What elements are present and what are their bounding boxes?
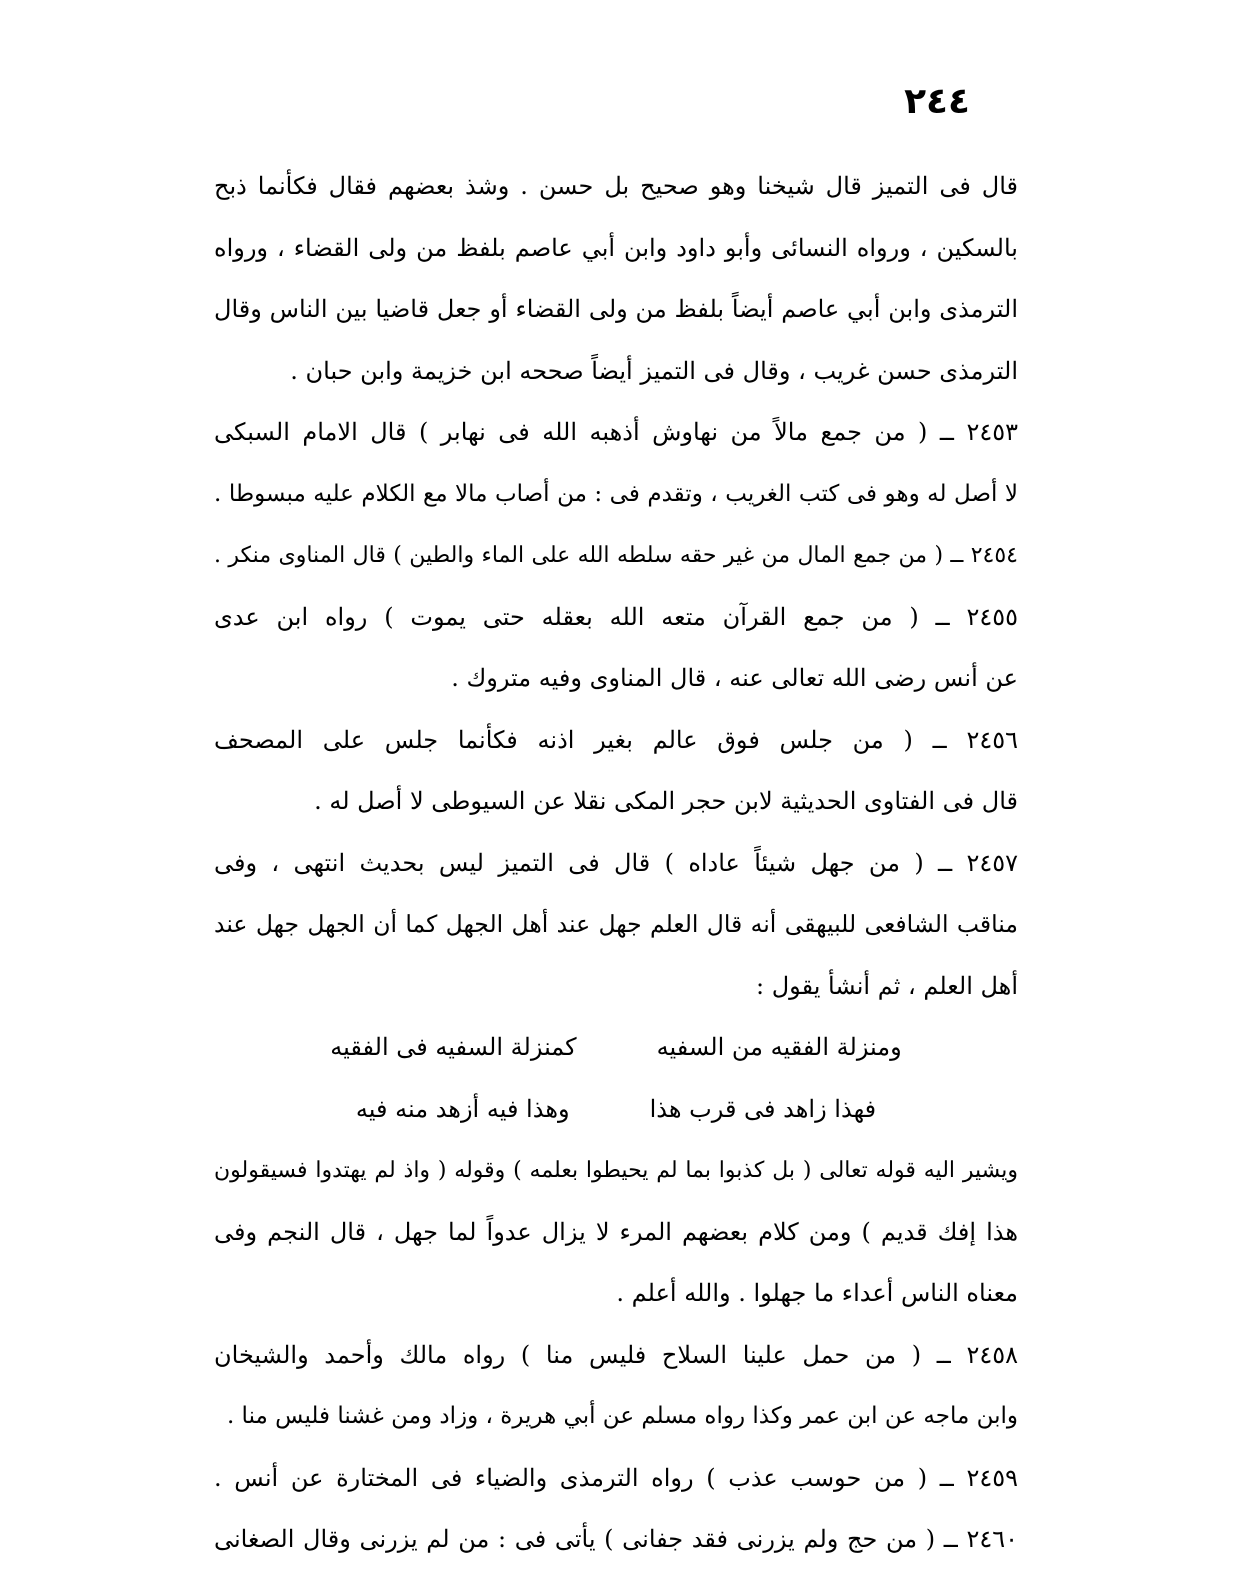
entry-2460-line: ٢٤٦٠ ــ ( من حج ولم يزرنى فقد جفانى ) يأتى فى : من لم يزرنى وقال الصغانى xyxy=(214,1525,1018,1553)
entry-2456-line: ٢٤٥٦ ــ ( من جلس فوق عالم بغير اذنه فكأنما جلس على المصحف xyxy=(214,725,1018,754)
text-line: قال فى الفتاوى الحديثية لابن حجر المكى نقلا عن السيوطى لا أصل له . xyxy=(314,787,1018,815)
poem-verse xyxy=(214,1079,1018,1141)
verse-second-hemistich: وهذا فيه أزهد منه فيه xyxy=(355,1094,570,1123)
entry-2455-line: ٢٤٥٥ ــ ( من جمع القرآن متعه الله بعقله حتى يموت ) رواه ابن عدى xyxy=(214,602,1018,631)
entry-2457-line: ٢٤٥٧ ــ ( من جهل شيئاً عاداه ) قال فى التميز ليس بحديث انتهى ، وفى xyxy=(214,848,1018,877)
text-line: ويشير اليه قوله تعالى ( بل كذبوا بما لم يحيطوا بعلمه ) وقوله ( واذ لم يهتدوا فسيقولون xyxy=(214,1158,1018,1183)
text-line: معناه الناس أعداء ما جهلوا . والله أعلم . xyxy=(616,1279,1018,1307)
text-line: وابن ماجه عن ابن عمر وكذا رواه مسلم عن أبي هريرة ، وزاد ومن غشنا فليس منا . xyxy=(226,1403,1018,1429)
text-line: لا أصل له وهو فى كتب الغريب ، وتقدم فى : من أصاب مالا مع الكلام عليه مبسوطا . xyxy=(214,480,1018,507)
verse-first-hemistich: فهذا زاهد فى قرب هذا xyxy=(649,1094,877,1123)
entry-2454-line: ٢٤٥٤ ــ ( من جمع المال من غير حقه سلطه الله على الماء والطين ) قال المناوى منكر . xyxy=(214,543,1018,568)
text-line: الترمذى وابن أبي عاصم أيضاً بلفظ من ولى القضاء أو جعل قاضيا بين الناس وقال xyxy=(214,295,1018,323)
verse-first-hemistich: ومنزلة الفقيه من السفيه xyxy=(656,1033,902,1061)
text-line: الترمذى حسن غريب ، وقال فى التميز أيضاً صححه ابن خزيمة وابن حبان . xyxy=(290,356,1018,385)
page-number: ٢٤٤ xyxy=(904,81,970,122)
poem-verse xyxy=(214,1017,1018,1079)
text-line: هذا إفك قديم ) ومن كلام بعضهم المرء لا يزال عدواً لما جهل ، قال النجم وفى xyxy=(214,1217,1018,1246)
verse-second-hemistich: كمنزلة السفيه فى الفقيه xyxy=(330,1033,577,1061)
entry-2458-line: ٢٤٥٨ ــ ( من حمل علينا السلاح فليس منا ) رواه مالك وأحمد والشيخان xyxy=(214,1340,1018,1369)
text-line: مناقب الشافعى للبيهقى أنه قال العلم جهل عند أهل الجهل كما أن الجهل جهل عند xyxy=(214,910,1018,938)
text-line: أهل العلم ، ثم أنشأ يقول : xyxy=(756,971,1018,1000)
body-text xyxy=(214,156,1018,1571)
text-line: قال فى التميز قال شيخنا وهو صحيح بل حسن . وشذ بعضهم فقال فكأنما ذبح xyxy=(214,172,1018,200)
text-line: عن أنس رضى الله تعالى عنه ، قال المناوى وفيه متروك . xyxy=(451,664,1018,692)
entry-2453-line: ٢٤٥٣ ــ ( من جمع مالاً من نهاوش أذهبه الله فى نهابر ) قال الامام السبكى xyxy=(214,418,1018,446)
text-line: بالسكين ، ورواه النسائى وأبو داود وابن أبي عاصم بلفظ من ولى القضاء ، ورواه xyxy=(214,233,1018,262)
entry-2459-line: ٢٤٥٩ ــ ( من حوسب عذب ) رواه الترمذى والضياء فى المختارة عن أنس . xyxy=(214,1463,1018,1492)
